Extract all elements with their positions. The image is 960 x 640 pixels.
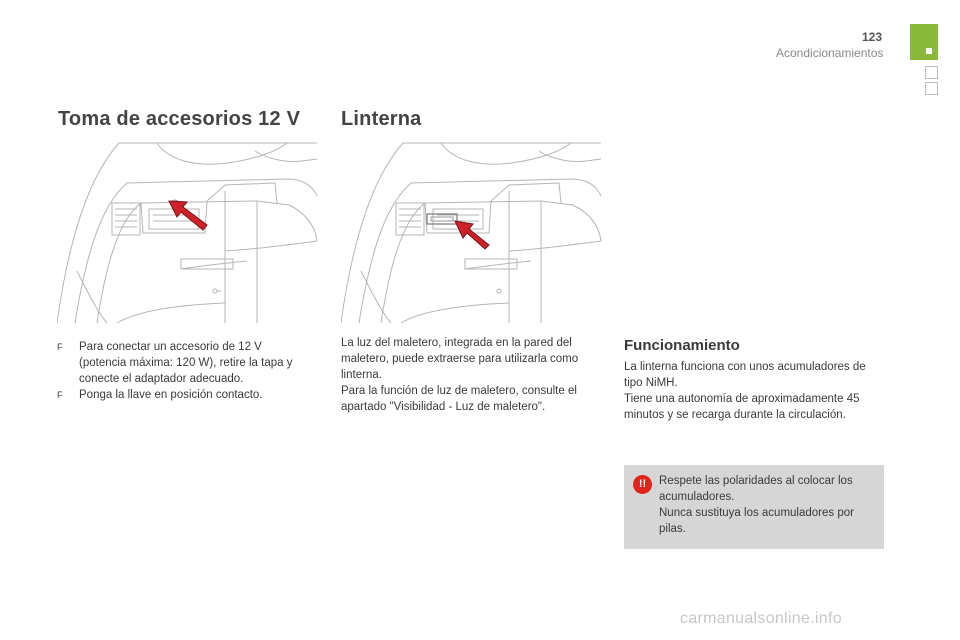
trunk-socket-illustration — [57, 141, 318, 324]
linterna-description — [341, 335, 603, 415]
tab-marker-icon — [926, 48, 932, 54]
chapter-tab-box — [925, 82, 938, 95]
paragraph: La linterna funciona con unos acumuladores de tipo NiMH. — [624, 361, 866, 389]
accesorios-bullets — [57, 339, 307, 403]
arrow-icon — [57, 141, 318, 324]
paragraph: Nunca sustituya los acumuladores por pilas. — [659, 507, 854, 535]
funcionamiento-description — [624, 359, 886, 423]
bullet-marker: F — [57, 342, 63, 352]
watermark: carmanualsonline.info — [680, 610, 842, 627]
trunk-lamp-illustration — [341, 141, 602, 324]
list-item: F Ponga la llave en posición contacto. — [57, 389, 263, 401]
section-title-funcionamiento: Funcionamiento — [624, 337, 740, 354]
warning-text — [659, 473, 874, 537]
section-title-linterna: Linterna — [341, 108, 422, 130]
paragraph: La luz del maletero, integrada en la pared del maletero, puede extraerse para utilizarla como linterna. — [341, 337, 579, 381]
chapter-tab-box — [925, 66, 938, 79]
warning-box — [624, 465, 884, 549]
paragraph: Respete las polaridades al colocar los acumuladores. — [659, 475, 853, 503]
arrow-icon — [341, 141, 602, 324]
paragraph: Para la función de luz de maletero, consulte el apartado "Visibilidad - Luz de maletero". — [341, 385, 577, 413]
chapter-title: Acondicionamientos — [776, 46, 884, 60]
section-title-accesorios: Toma de accesorios 12 V — [58, 108, 301, 130]
chapter-tab-active — [910, 24, 938, 60]
warning-icon: !! — [633, 475, 652, 494]
paragraph: Tiene una autonomía de aproximadamente 45 minutos y se recarga durante la circulación. — [624, 393, 860, 421]
bullet-marker: F — [57, 390, 63, 400]
list-item: F Para conectar un accesorio de 12 V (potencia máxima: 120 W), retire la tapa y conecte el adaptador adecuado. — [57, 341, 293, 385]
page-number: 123 — [862, 30, 883, 44]
